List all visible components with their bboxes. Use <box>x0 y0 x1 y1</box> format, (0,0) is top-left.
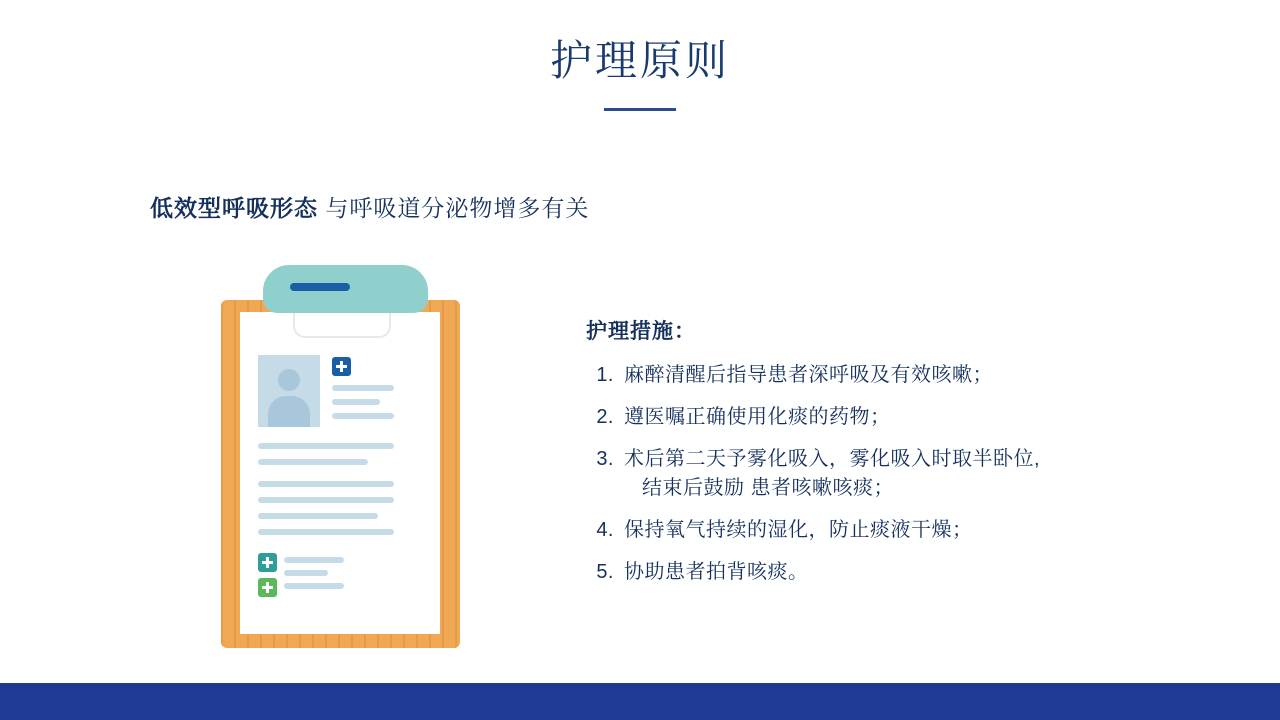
list-item-text <box>624 445 1206 503</box>
page-title: 护理原则 <box>549 37 730 84</box>
paper-text-line <box>332 413 394 419</box>
paper-text-line <box>258 481 394 487</box>
paper-text-line <box>258 513 378 519</box>
paper-text-line <box>284 583 344 589</box>
list-item-number: 4. <box>596 519 614 541</box>
paper-text-line <box>258 497 394 503</box>
list-item <box>586 361 1206 390</box>
list-item-number: 3. <box>596 448 614 470</box>
list-item-text: 协助患者拍背咳痰。 <box>624 561 809 583</box>
medical-cross-icon <box>332 357 351 376</box>
paper-notch <box>293 312 391 338</box>
paper-text-line <box>284 570 328 576</box>
list-item <box>586 445 1206 503</box>
diagnosis-relation: 与呼吸道分泌物增多有关 <box>318 195 590 221</box>
paper-text-line <box>258 443 394 449</box>
list-item <box>586 558 1206 587</box>
list-item-line2: 结束后鼓励 患者咳嗽咳痰； <box>642 477 895 499</box>
patient-avatar-head <box>278 369 300 391</box>
measures-heading: 护理措施： <box>586 320 696 343</box>
paper-text-line <box>284 557 344 563</box>
clipboard-clip-bar <box>290 283 350 291</box>
paper-text-line <box>332 385 394 391</box>
footer-bar <box>0 683 1280 720</box>
diagnosis-line <box>150 190 589 223</box>
medical-cross-icon <box>258 578 277 597</box>
list-item-text: 保持氧气持续的湿化，防止痰液干燥； <box>624 519 973 541</box>
list-item-text: 麻醉清醒后指导患者深呼吸及有效咳嗽； <box>624 364 993 386</box>
patient-avatar-body <box>268 396 310 427</box>
title-divider <box>604 108 676 111</box>
list-item-number: 5. <box>596 561 614 583</box>
list-item-number: 2. <box>596 406 614 428</box>
paper-text-line <box>258 459 368 465</box>
list-item <box>586 516 1206 545</box>
list-item-line1: 术后第二天予雾化吸入，雾化吸入时取半卧位, <box>624 448 1041 470</box>
medical-cross-icon <box>258 553 277 572</box>
paper-text-line <box>258 529 394 535</box>
clipboard-illustration <box>218 265 468 650</box>
list-item-text: 遵医嘱正确使用化痰的药物； <box>624 406 891 428</box>
paper-text-line <box>332 399 380 405</box>
diagnosis-name: 低效型呼吸形态 <box>150 195 318 221</box>
list-item <box>586 403 1206 432</box>
nursing-measures-block <box>586 315 1206 600</box>
list-item-number: 1. <box>596 364 614 386</box>
